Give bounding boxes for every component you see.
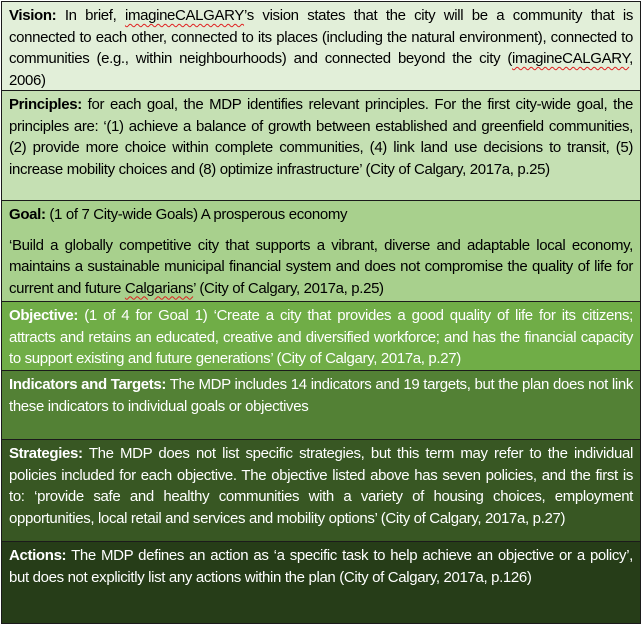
objective-body: (1 of 4 for Goal 1) ‘Create a city that provides a good quality of life for its citizens; attracts and retains an educated, creative and diversified workforce; and has the financial capacity to support existing and future generations’ (City of Calgary, 2017a, p.27) (9, 307, 633, 367)
row-vision (2, 2, 640, 90)
actions-text (9, 545, 633, 588)
indicators-text (9, 374, 633, 417)
row-goal (2, 200, 640, 301)
principles-label: Principles: (9, 96, 82, 113)
strategies-body: The MDP does not list specific strategies, but this term may refer to the individual policies included for each objective. The objective listed above has seven policies, and the first is to: ‘provide safe and healthy communities with a variety of housing choices, employment opportunities, local retail and services and mobility options’ (City of Calgary, 2017a, p.27) (9, 445, 633, 527)
objective-text (9, 305, 633, 370)
strategies-label: Strategies: (9, 445, 83, 462)
row-indicators-targets (2, 370, 640, 439)
strategies-text (9, 443, 633, 529)
vision-label: Vision: (9, 7, 57, 24)
indicators-body: The MDP includes 14 indicators and 19 targets, but the plan does not link these indicators to individual goals or objectives (9, 376, 633, 415)
row-strategies (2, 439, 640, 541)
goal-hierarchy-table (1, 1, 641, 624)
actions-label: Actions: (9, 547, 67, 564)
actions-body: The MDP defines an action as ‘a specific task to help achieve an objective or a policy’, but does not explicitly list any actions within the plan (City of Calgary, 2017a, p.126) (9, 547, 633, 586)
vision-text (9, 5, 633, 91)
goal-body: (1 of 7 City-wide Goals) A prosperous economy (45, 206, 348, 223)
row-actions (2, 541, 640, 623)
objective-label: Objective: (9, 307, 79, 324)
goal-quote: ‘Build a globally competitive city that supports a vibrant, diverse and adaptable local economy, maintains a sustainable municipal financial system and does not compromise the quality of life for current and future Calgarians’ (City of Calgary, 2017a, p.25) (9, 236, 633, 297)
goal-text (9, 204, 633, 226)
principles-body: for each goal, the MDP identifies relevant principles. For the first city-wide goal, the principles are: ‘(1) achieve a balance of growth between established and greenfield communities, (2) provide more choice within complete communities, (4) link land use decisions to transit, (5) increase mobility choices and (8) optimize infrastructure’ (City of Calgary, 2017a, p.25) (9, 96, 633, 178)
vision-body: In brief, imagineCALGARY’s vision states that the city will be a community that is connected to each other, connected to its places (including the natural environment), connected to communities (e.g., within neighbourhoods) and connected beyond the city (imagineCALGARY, 2006) (9, 7, 633, 89)
principles-text (9, 94, 633, 180)
indicators-label: Indicators and Targets: (9, 376, 167, 393)
row-principles (2, 90, 640, 200)
row-objective (2, 301, 640, 370)
goal-label: Goal: (9, 206, 46, 223)
